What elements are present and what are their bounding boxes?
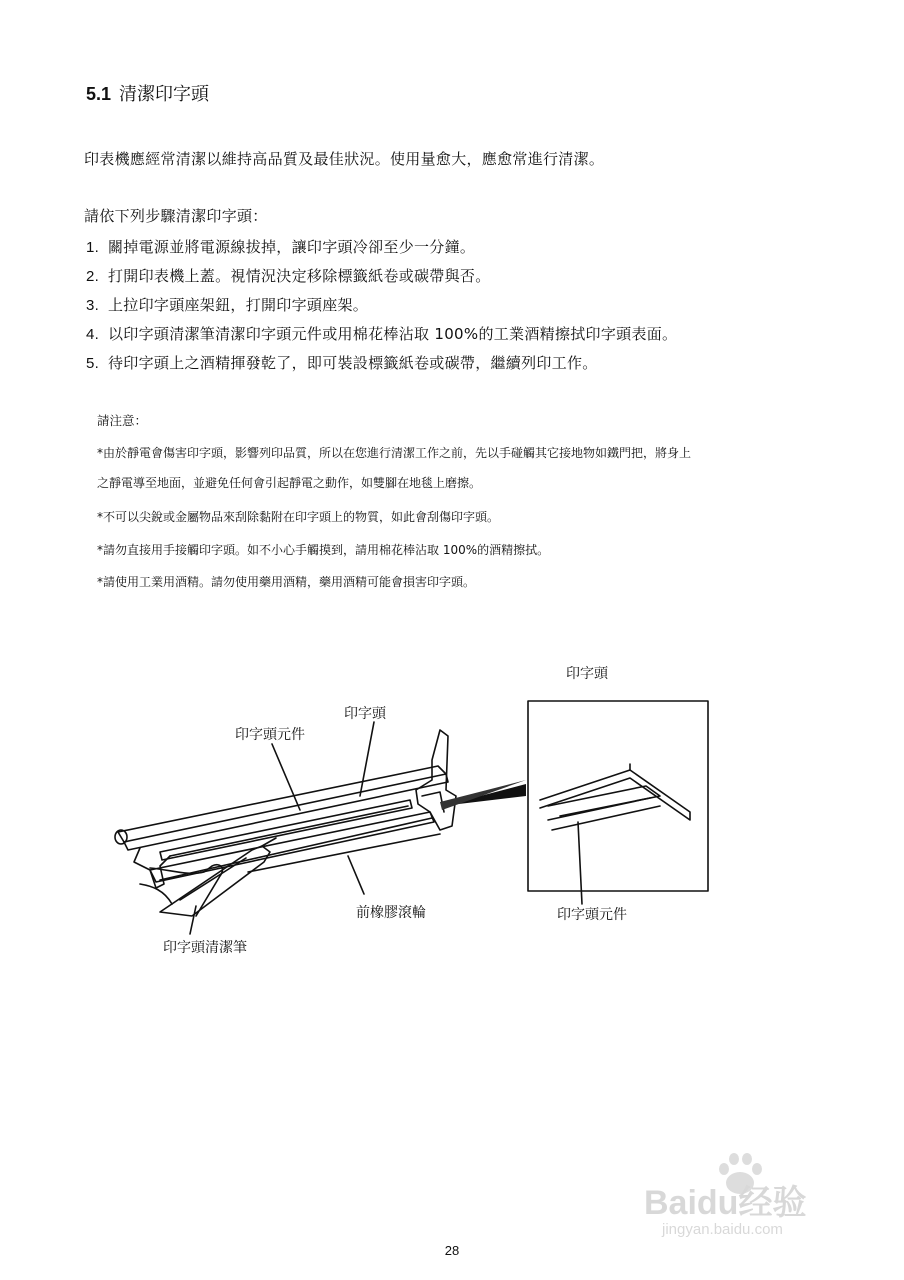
step-text: 上拉印字頭座架鈕，打開印字頭座架。 bbox=[108, 296, 369, 314]
step-text: 打開印表機上蓋。視情況決定移除標籤紙卷或碳帶與否。 bbox=[108, 267, 491, 285]
note-line: *請勿直接用手接觸印字頭。如不小心手觸摸到，請用棉花棒沾取 100%的酒精擦拭。 bbox=[97, 543, 550, 557]
step-text: 以印字頭清潔筆清潔印字頭元件或用棉花棒沾取 100%的工業酒精擦拭印字頭表面。 bbox=[108, 325, 678, 343]
notes-title: 請注意： bbox=[97, 413, 148, 428]
step-text: 待印字頭上之酒精揮發乾了，即可裝設標籤紙卷或碳帶，繼續列印工作。 bbox=[108, 354, 598, 372]
note-line: 之靜電導至地面，並避免任何會引起靜電之動作，如雙腳在地毯上磨擦。 bbox=[97, 476, 482, 490]
step-number: 3. bbox=[86, 297, 100, 314]
label-front-roller: 前橡膠滾輪 bbox=[356, 905, 426, 921]
step-text: 關掉電源並將電源線拔掉，讓印字頭冷卻至少一分鐘。 bbox=[108, 238, 476, 256]
watermark-url: jingyan.baidu.com bbox=[662, 1221, 783, 1238]
step-number: 4. bbox=[86, 326, 100, 343]
section-title: 清潔印字頭 bbox=[119, 84, 210, 105]
step-number: 2. bbox=[86, 268, 100, 285]
section-number: 5.1 bbox=[86, 84, 112, 104]
note-line: *請使用工業用酒精。請勿使用藥用酒精，藥用酒精可能會損害印字頭。 bbox=[97, 575, 476, 589]
front-roller bbox=[150, 812, 434, 882]
steps-title: 請依下列步驟清潔印字頭： bbox=[84, 207, 268, 225]
step-number: 1. bbox=[86, 239, 100, 256]
note-line: *不可以尖銳或金屬物品來刮除黏附在印字頭上的物質，如此會刮傷印字頭。 bbox=[97, 510, 500, 524]
label-print-head-element: 印字頭元件 bbox=[235, 727, 305, 743]
baidu-watermark bbox=[640, 1145, 860, 1245]
watermark-brand: Baidu经验 bbox=[644, 1184, 807, 1222]
label-cleaning-pen: 印字頭清潔筆 bbox=[163, 940, 247, 956]
step-number: 5. bbox=[86, 355, 100, 372]
intro-paragraph: 印表機應經常清潔以維持高品質及最佳狀況。使用量愈大，應愈常進行清潔。 bbox=[84, 150, 605, 168]
inset-title: 印字頭 bbox=[566, 666, 608, 682]
label-print-head: 印字頭 bbox=[344, 706, 386, 722]
page-number: 28 bbox=[444, 1243, 460, 1258]
inset-box bbox=[528, 701, 708, 891]
note-line: *由於靜電會傷害印字頭，影響列印品質，所以在您進行清潔工作之前，先以手碰觸其它接地物如鐵門把，將身上 bbox=[97, 446, 692, 460]
inset-element-label: 印字頭元件 bbox=[557, 907, 627, 923]
